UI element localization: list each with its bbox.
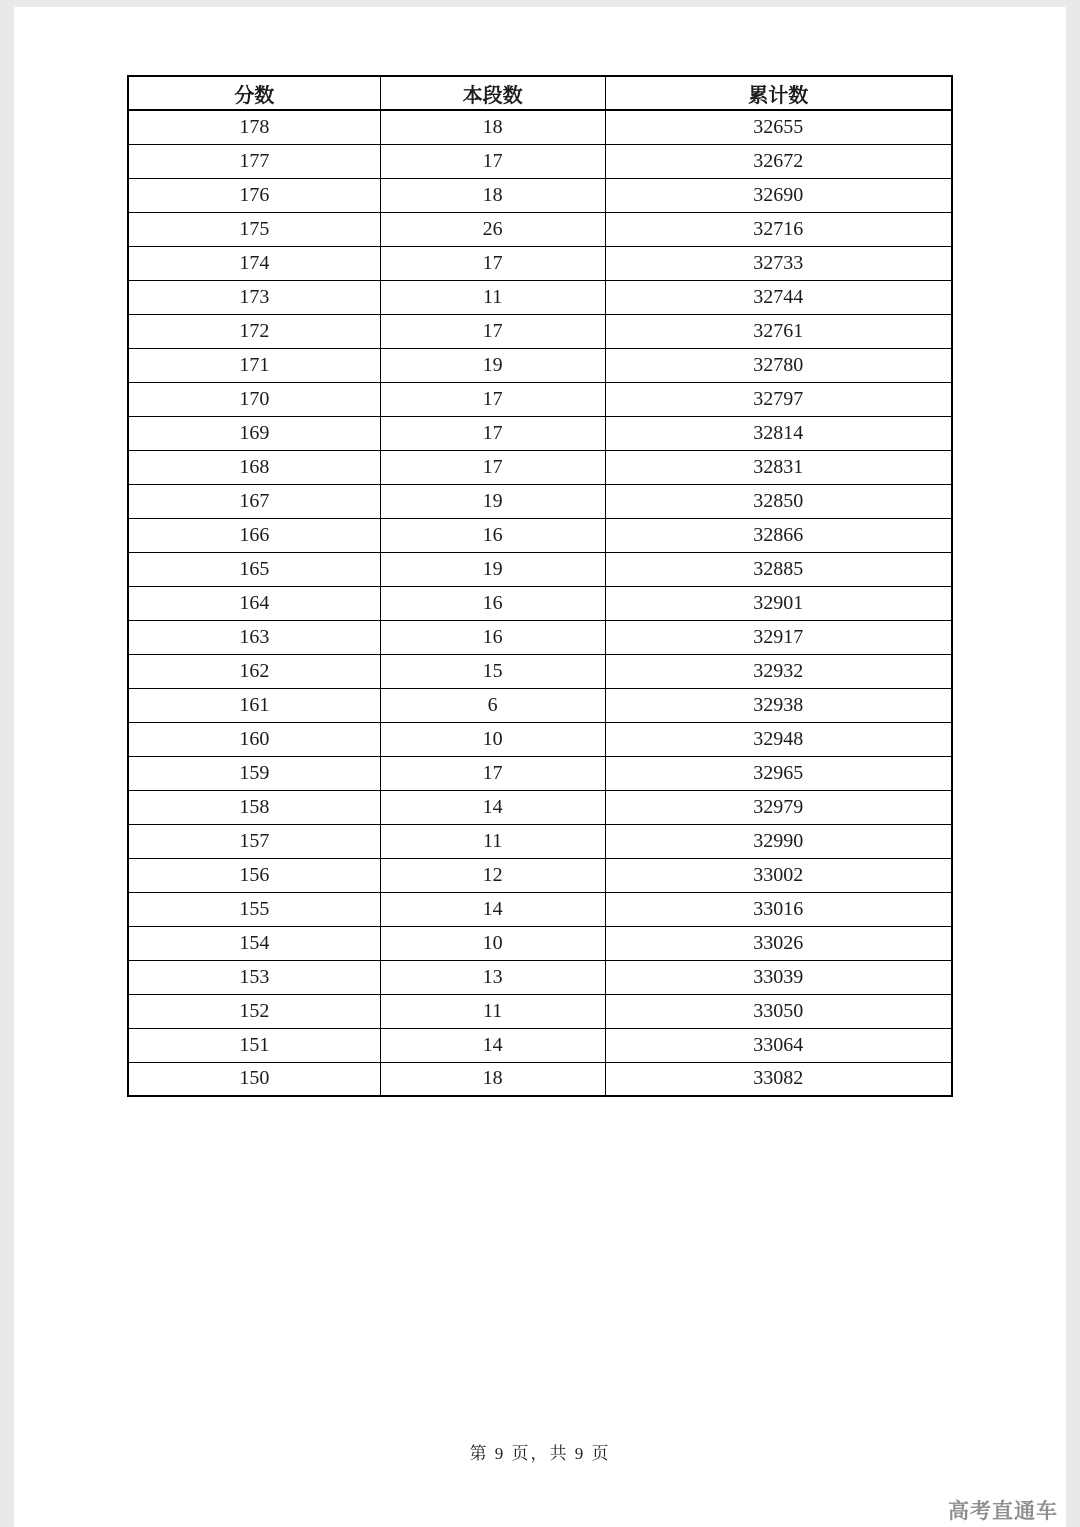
table-cell: 32917 [605,620,952,654]
header-score: 分数 [128,76,380,110]
table-cell: 32948 [605,722,952,756]
table-cell: 156 [128,858,380,892]
table-cell: 32965 [605,756,952,790]
table-cell: 32797 [605,382,952,416]
table-cell: 153 [128,960,380,994]
document-page [14,7,1066,1527]
table-cell: 19 [380,348,605,382]
table-row [128,314,952,348]
table-cell: 169 [128,416,380,450]
table-cell: 33002 [605,858,952,892]
table-cell: 172 [128,314,380,348]
table-cell: 167 [128,484,380,518]
table-cell: 32814 [605,416,952,450]
table-cell: 18 [380,110,605,144]
header-segment-count: 本段数 [380,76,605,110]
table-cell: 178 [128,110,380,144]
table-row [128,348,952,382]
table-row [128,994,952,1028]
header-cumulative-count: 累计数 [605,76,952,110]
table-cell: 151 [128,1028,380,1062]
table-cell: 176 [128,178,380,212]
table-cell: 18 [380,178,605,212]
table-cell: 158 [128,790,380,824]
table-cell: 159 [128,756,380,790]
table-row [128,892,952,926]
table-cell: 161 [128,688,380,722]
table-cell: 32780 [605,348,952,382]
table-cell: 14 [380,790,605,824]
table-cell: 33064 [605,1028,952,1062]
table-cell: 177 [128,144,380,178]
table-cell: 17 [380,382,605,416]
table-cell: 17 [380,756,605,790]
table-cell: 13 [380,960,605,994]
table-cell: 174 [128,246,380,280]
table-cell: 33016 [605,892,952,926]
page-number-footer: 第 9 页，共 9 页 [469,1444,611,1463]
table-cell: 11 [380,824,605,858]
table-row [128,110,952,144]
table-row [128,926,952,960]
table-cell: 32938 [605,688,952,722]
table-row [128,518,952,552]
table-cell: 32761 [605,314,952,348]
table-cell: 32850 [605,484,952,518]
table-cell: 17 [380,246,605,280]
table-row [128,144,952,178]
table-row [128,790,952,824]
table-cell: 32866 [605,518,952,552]
table-cell: 14 [380,1028,605,1062]
table-cell: 10 [380,926,605,960]
table-row [128,960,952,994]
table-row [128,1028,952,1062]
table-cell: 33039 [605,960,952,994]
table-cell: 160 [128,722,380,756]
table-cell: 163 [128,620,380,654]
table-cell: 33082 [605,1062,952,1096]
table-cell: 19 [380,552,605,586]
table-cell: 32716 [605,212,952,246]
table-cell: 32990 [605,824,952,858]
table-cell: 6 [380,688,605,722]
table-cell: 12 [380,858,605,892]
table-row [128,620,952,654]
table-cell: 11 [380,994,605,1028]
table-row [128,756,952,790]
table-cell: 155 [128,892,380,926]
table-cell: 11 [380,280,605,314]
table-row [128,212,952,246]
table-cell: 17 [380,450,605,484]
table-row [128,484,952,518]
table-cell: 32901 [605,586,952,620]
table-cell: 15 [380,654,605,688]
table-row [128,586,952,620]
table-cell: 18 [380,1062,605,1096]
table-cell: 32831 [605,450,952,484]
table-cell: 173 [128,280,380,314]
table-cell: 17 [380,144,605,178]
table-row [128,858,952,892]
table-cell: 26 [380,212,605,246]
table-cell: 157 [128,824,380,858]
table-cell: 19 [380,484,605,518]
table-cell: 170 [128,382,380,416]
table-cell: 165 [128,552,380,586]
table-cell: 152 [128,994,380,1028]
watermark-text: 高考直通车 [948,1500,1058,1523]
table-row [128,280,952,314]
table-cell: 32690 [605,178,952,212]
table-header-row [128,76,952,110]
table-row [128,688,952,722]
table-cell: 16 [380,620,605,654]
score-table-container [127,75,953,1097]
table-cell: 17 [380,314,605,348]
table-row [128,1062,952,1096]
table-cell: 32733 [605,246,952,280]
table-cell: 10 [380,722,605,756]
table-cell: 166 [128,518,380,552]
table-row [128,552,952,586]
table-cell: 33050 [605,994,952,1028]
table-cell: 168 [128,450,380,484]
table-cell: 16 [380,518,605,552]
table-cell: 17 [380,416,605,450]
table-cell: 171 [128,348,380,382]
table-cell: 32932 [605,654,952,688]
table-cell: 175 [128,212,380,246]
table-cell: 32672 [605,144,952,178]
table-row [128,178,952,212]
table-cell: 150 [128,1062,380,1096]
table-row [128,824,952,858]
table-cell: 32744 [605,280,952,314]
table-cell: 154 [128,926,380,960]
score-distribution-table [127,75,953,1097]
table-row [128,382,952,416]
table-cell: 16 [380,586,605,620]
table-cell: 33026 [605,926,952,960]
table-body [128,110,952,1096]
table-row [128,246,952,280]
table-cell: 32979 [605,790,952,824]
table-row [128,722,952,756]
table-cell: 164 [128,586,380,620]
table-cell: 32655 [605,110,952,144]
table-row [128,654,952,688]
table-cell: 14 [380,892,605,926]
table-row [128,416,952,450]
table-cell: 32885 [605,552,952,586]
table-row [128,450,952,484]
table-cell: 162 [128,654,380,688]
